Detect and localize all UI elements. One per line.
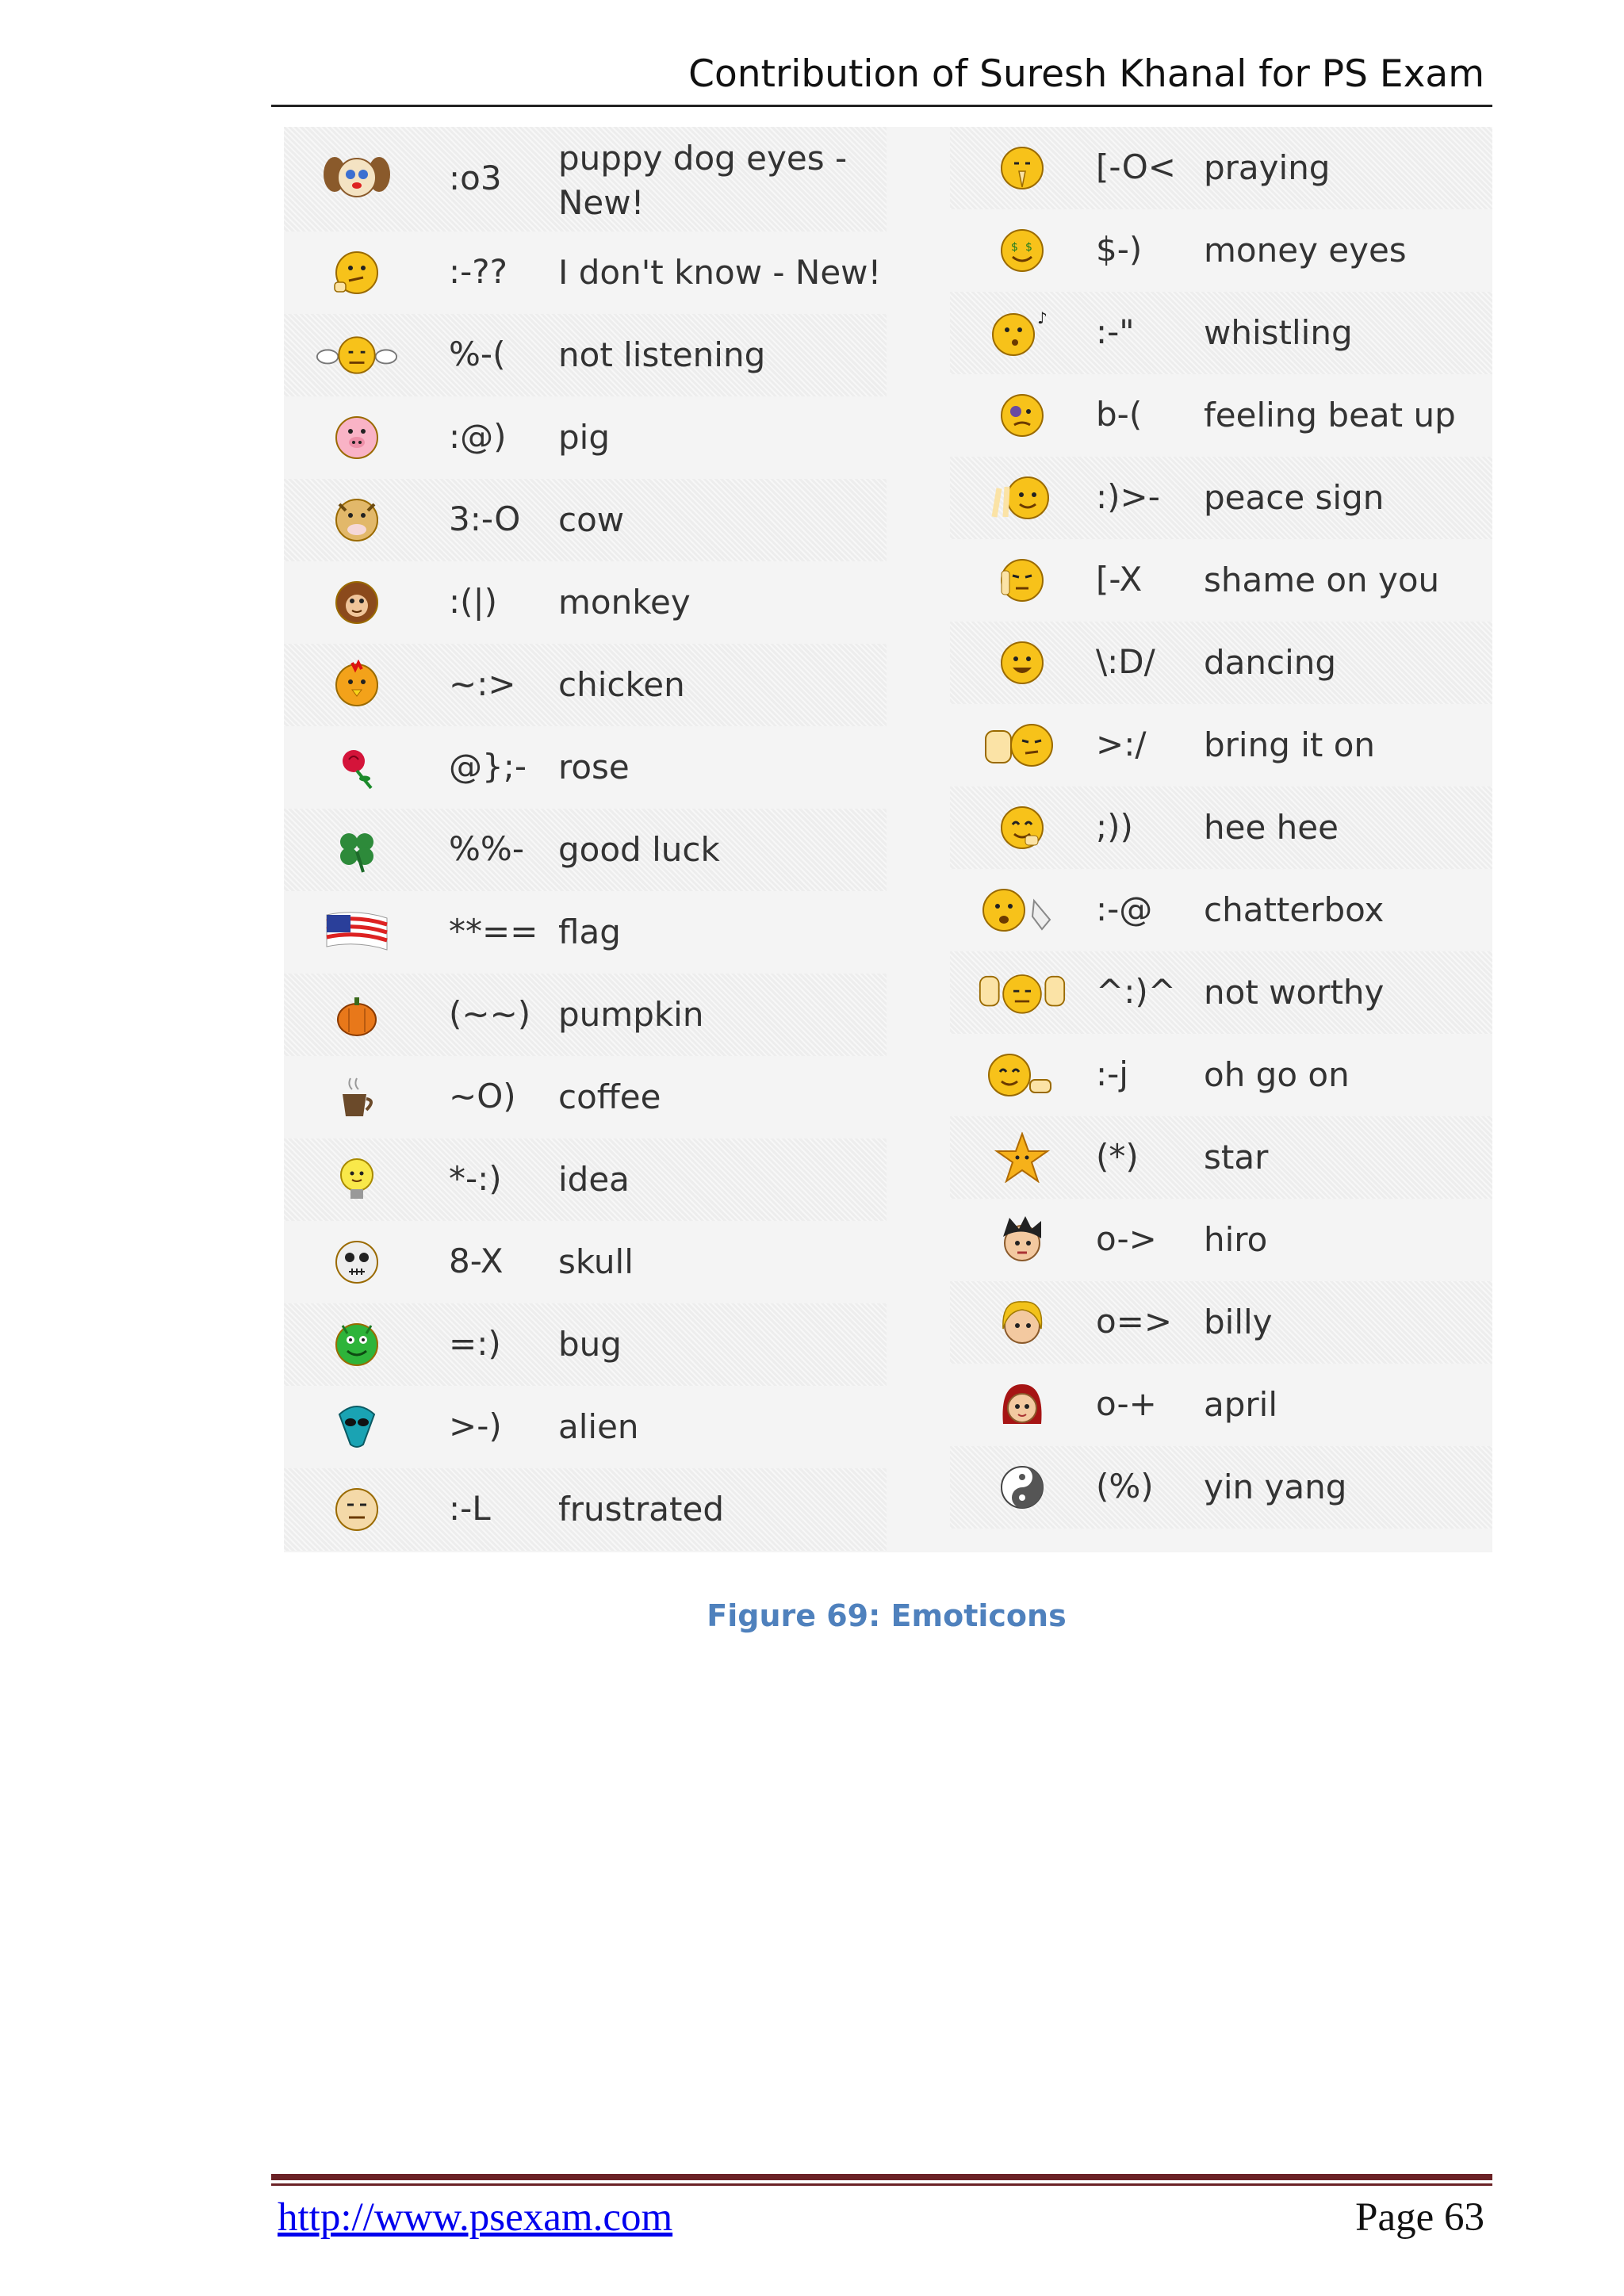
emoticon-meaning: pumpkin (558, 995, 704, 1034)
emoticon-row (284, 1221, 887, 1303)
oh-go-on-face-icon (979, 1047, 1066, 1104)
emoticon-meaning: puppy dog eyes - New! (558, 139, 848, 222)
emoticon-code: ~O) (449, 1077, 516, 1115)
emoticon-row (950, 1364, 1492, 1446)
emoticon-row (950, 1116, 1492, 1199)
emoticon-meaning: peace sign (1204, 478, 1385, 517)
emoticon-meaning: billy (1204, 1303, 1273, 1341)
emoticon-code: b-( (1096, 395, 1143, 434)
rose-flower-icon (316, 739, 398, 796)
emoticon-code: ^:)^ (1096, 972, 1176, 1011)
emoticon-row (284, 1138, 887, 1221)
emoticon-code: :-j (1096, 1054, 1128, 1093)
figure-caption: Figure 69: Emoticons (707, 1598, 1067, 1633)
emoticon-table (284, 127, 1492, 1552)
emoticon-row (284, 644, 887, 726)
praying-face-icon (979, 140, 1066, 197)
april-face-icon (979, 1376, 1066, 1433)
emoticon-code: *-:) (449, 1159, 502, 1198)
emoticon-code: :-" (1096, 312, 1135, 351)
emoticon-row (284, 1386, 887, 1468)
emoticon-meaning: feeling beat up (1204, 396, 1456, 434)
emoticon-meaning: rose (558, 748, 630, 786)
footer-rule (271, 2174, 1492, 2180)
hee-hee-face-icon (979, 799, 1066, 856)
emoticon-meaning: whistling (1204, 313, 1353, 352)
emoticon-meaning: pig (558, 418, 610, 457)
emoticon-meaning: praying (1204, 148, 1331, 187)
not-worthy-face-icon (979, 964, 1066, 1021)
emoticon-meaning: dancing (1204, 643, 1337, 682)
pig-face-icon (316, 409, 398, 466)
emoticon-meaning: april (1204, 1385, 1278, 1424)
emoticon-meaning: idea (558, 1160, 630, 1199)
bring-it-on-face-icon (979, 717, 1066, 774)
emoticon-meaning: star (1204, 1138, 1269, 1177)
emoticon-row (950, 1446, 1492, 1529)
chicken-face-icon (316, 656, 398, 714)
emoticon-code: 3:-O (449, 499, 521, 538)
chatterbox-face-icon (979, 882, 1066, 939)
emoticon-column-left (284, 127, 887, 1551)
emoticon-code: =:) (449, 1324, 501, 1363)
emoticon-row (950, 1199, 1492, 1281)
emoticon-code: :-L (449, 1489, 491, 1528)
emoticon-row (950, 457, 1492, 539)
emoticon-row (950, 209, 1492, 292)
footer-rule-thin (271, 2183, 1492, 2186)
emoticon-code: **== (449, 912, 538, 951)
emoticon-row (284, 127, 887, 232)
emoticon-meaning: alien (558, 1407, 639, 1446)
cow-face-icon (316, 492, 398, 549)
four-leaf-clover-icon (316, 821, 398, 878)
emoticon-row (284, 809, 887, 891)
emoticon-row (950, 704, 1492, 786)
emoticon-meaning: I don't know - New! (558, 253, 882, 292)
emoticon-row (284, 1056, 887, 1138)
billy-face-icon (979, 1294, 1066, 1351)
emoticon-row (950, 786, 1492, 869)
emoticon-code: \:D/ (1096, 642, 1155, 681)
emoticon-code: o=> (1096, 1302, 1173, 1341)
emoticon-row (284, 726, 887, 809)
yin-yang-icon (979, 1459, 1066, 1516)
emoticon-row (950, 127, 1492, 209)
emoticon-code: [-X (1096, 560, 1143, 599)
emoticon-meaning: oh go on (1204, 1055, 1350, 1094)
puppy-dog-face-icon (316, 147, 398, 205)
emoticon-code: ~:> (449, 664, 516, 703)
emoticon-code: :-?? (449, 252, 508, 291)
emoticon-row (284, 891, 887, 974)
us-flag-icon (316, 904, 398, 961)
emoticon-code: %%- (449, 829, 524, 868)
emoticon-meaning: bring it on (1204, 725, 1376, 764)
emoticon-code: >-) (449, 1406, 502, 1445)
emoticon-meaning: skull (558, 1242, 634, 1281)
emoticon-code: %-( (449, 335, 506, 373)
emoticon-code: (*) (1096, 1137, 1139, 1176)
emoticon-code: $-) (1096, 230, 1143, 269)
emoticon-meaning: good luck (558, 830, 720, 869)
emoticon-meaning: not listening (558, 335, 766, 374)
svg-text:$: $ (1011, 241, 1018, 254)
emoticon-code: @};- (449, 747, 527, 786)
hiro-face-icon (979, 1211, 1066, 1269)
emoticon-column-right (950, 127, 1492, 1529)
emoticon-code: ;)) (1096, 807, 1133, 846)
emoticon-row (950, 951, 1492, 1034)
emoticon-meaning: monkey (558, 583, 691, 622)
emoticon-code: >:/ (1096, 725, 1147, 763)
emoticon-meaning: flag (558, 913, 621, 951)
emoticon-meaning: chatterbox (1204, 890, 1385, 929)
emoticon-row (284, 232, 887, 314)
peace-sign-face-icon (979, 469, 1066, 526)
footer-link[interactable]: http://www.psexam.com (278, 2195, 673, 2240)
bug-face-icon (316, 1316, 398, 1373)
shame-face-icon (979, 552, 1066, 609)
emoticon-row (950, 374, 1492, 457)
emoticon-code: :)>- (1096, 477, 1160, 516)
emoticon-code: 8-X (449, 1242, 504, 1280)
alien-face-icon (316, 1399, 398, 1456)
emoticon-code: [-O< (1096, 147, 1176, 186)
light-bulb-icon (316, 1151, 398, 1208)
emoticon-row (284, 974, 887, 1056)
beat-up-face-icon (979, 387, 1066, 444)
emoticon-meaning: coffee (558, 1077, 661, 1116)
emoticon-meaning: cow (558, 500, 625, 539)
emoticon-row (284, 314, 887, 396)
emoticon-code: (~~) (449, 994, 531, 1033)
emoticon-code: (%) (1096, 1467, 1154, 1506)
emoticon-code: :@) (449, 417, 507, 456)
emoticon-meaning: shame on you (1204, 561, 1440, 599)
emoticon-row (284, 396, 887, 479)
whistling-face-icon (979, 304, 1066, 362)
thinking-face-icon (316, 244, 398, 301)
emoticon-row (950, 1034, 1492, 1116)
monkey-face-icon (316, 574, 398, 631)
emoticon-code: :-@ (1096, 890, 1153, 928)
emoticon-row (284, 1468, 887, 1551)
emoticon-code: :(|) (449, 582, 498, 621)
emoticon-code: o-> (1096, 1219, 1157, 1258)
money-eyes-face-icon (979, 222, 1066, 279)
emoticon-code: o-+ (1096, 1384, 1157, 1423)
emoticon-row (950, 622, 1492, 704)
frustrated-face-icon (316, 1481, 398, 1538)
emoticon-meaning: hee hee (1204, 808, 1339, 847)
coffee-cup-icon (316, 1069, 398, 1126)
emoticon-row (284, 479, 887, 561)
svg-text:$: $ (1025, 241, 1032, 254)
emoticon-row (950, 869, 1492, 951)
svg-text:♪: ♪ (1037, 308, 1048, 327)
emoticon-meaning: yin yang (1204, 1468, 1347, 1506)
emoticon-code: :o3 (449, 159, 502, 197)
emoticon-meaning: frustrated (558, 1490, 724, 1529)
pumpkin-icon (316, 986, 398, 1043)
page-number: Page 63 (1355, 2195, 1484, 2240)
dancing-face-icon (979, 634, 1066, 691)
emoticon-meaning: not worthy (1204, 973, 1385, 1012)
emoticon-meaning: money eyes (1204, 231, 1407, 270)
star-icon (979, 1129, 1066, 1186)
emoticon-meaning: hiro (1204, 1220, 1268, 1259)
emoticon-row (950, 1281, 1492, 1364)
emoticon-meaning: chicken (558, 665, 685, 704)
emoticon-meaning: bug (558, 1325, 622, 1364)
emoticon-row (950, 539, 1492, 622)
emoticon-row (950, 292, 1492, 374)
header-title: Contribution of Suresh Khanal for PS Exam (688, 52, 1484, 96)
header-rule (271, 105, 1492, 107)
emoticon-row (284, 561, 887, 644)
emoticon-row (284, 1303, 887, 1386)
skull-icon (316, 1234, 398, 1291)
hands-over-ears-face-icon (316, 327, 398, 384)
